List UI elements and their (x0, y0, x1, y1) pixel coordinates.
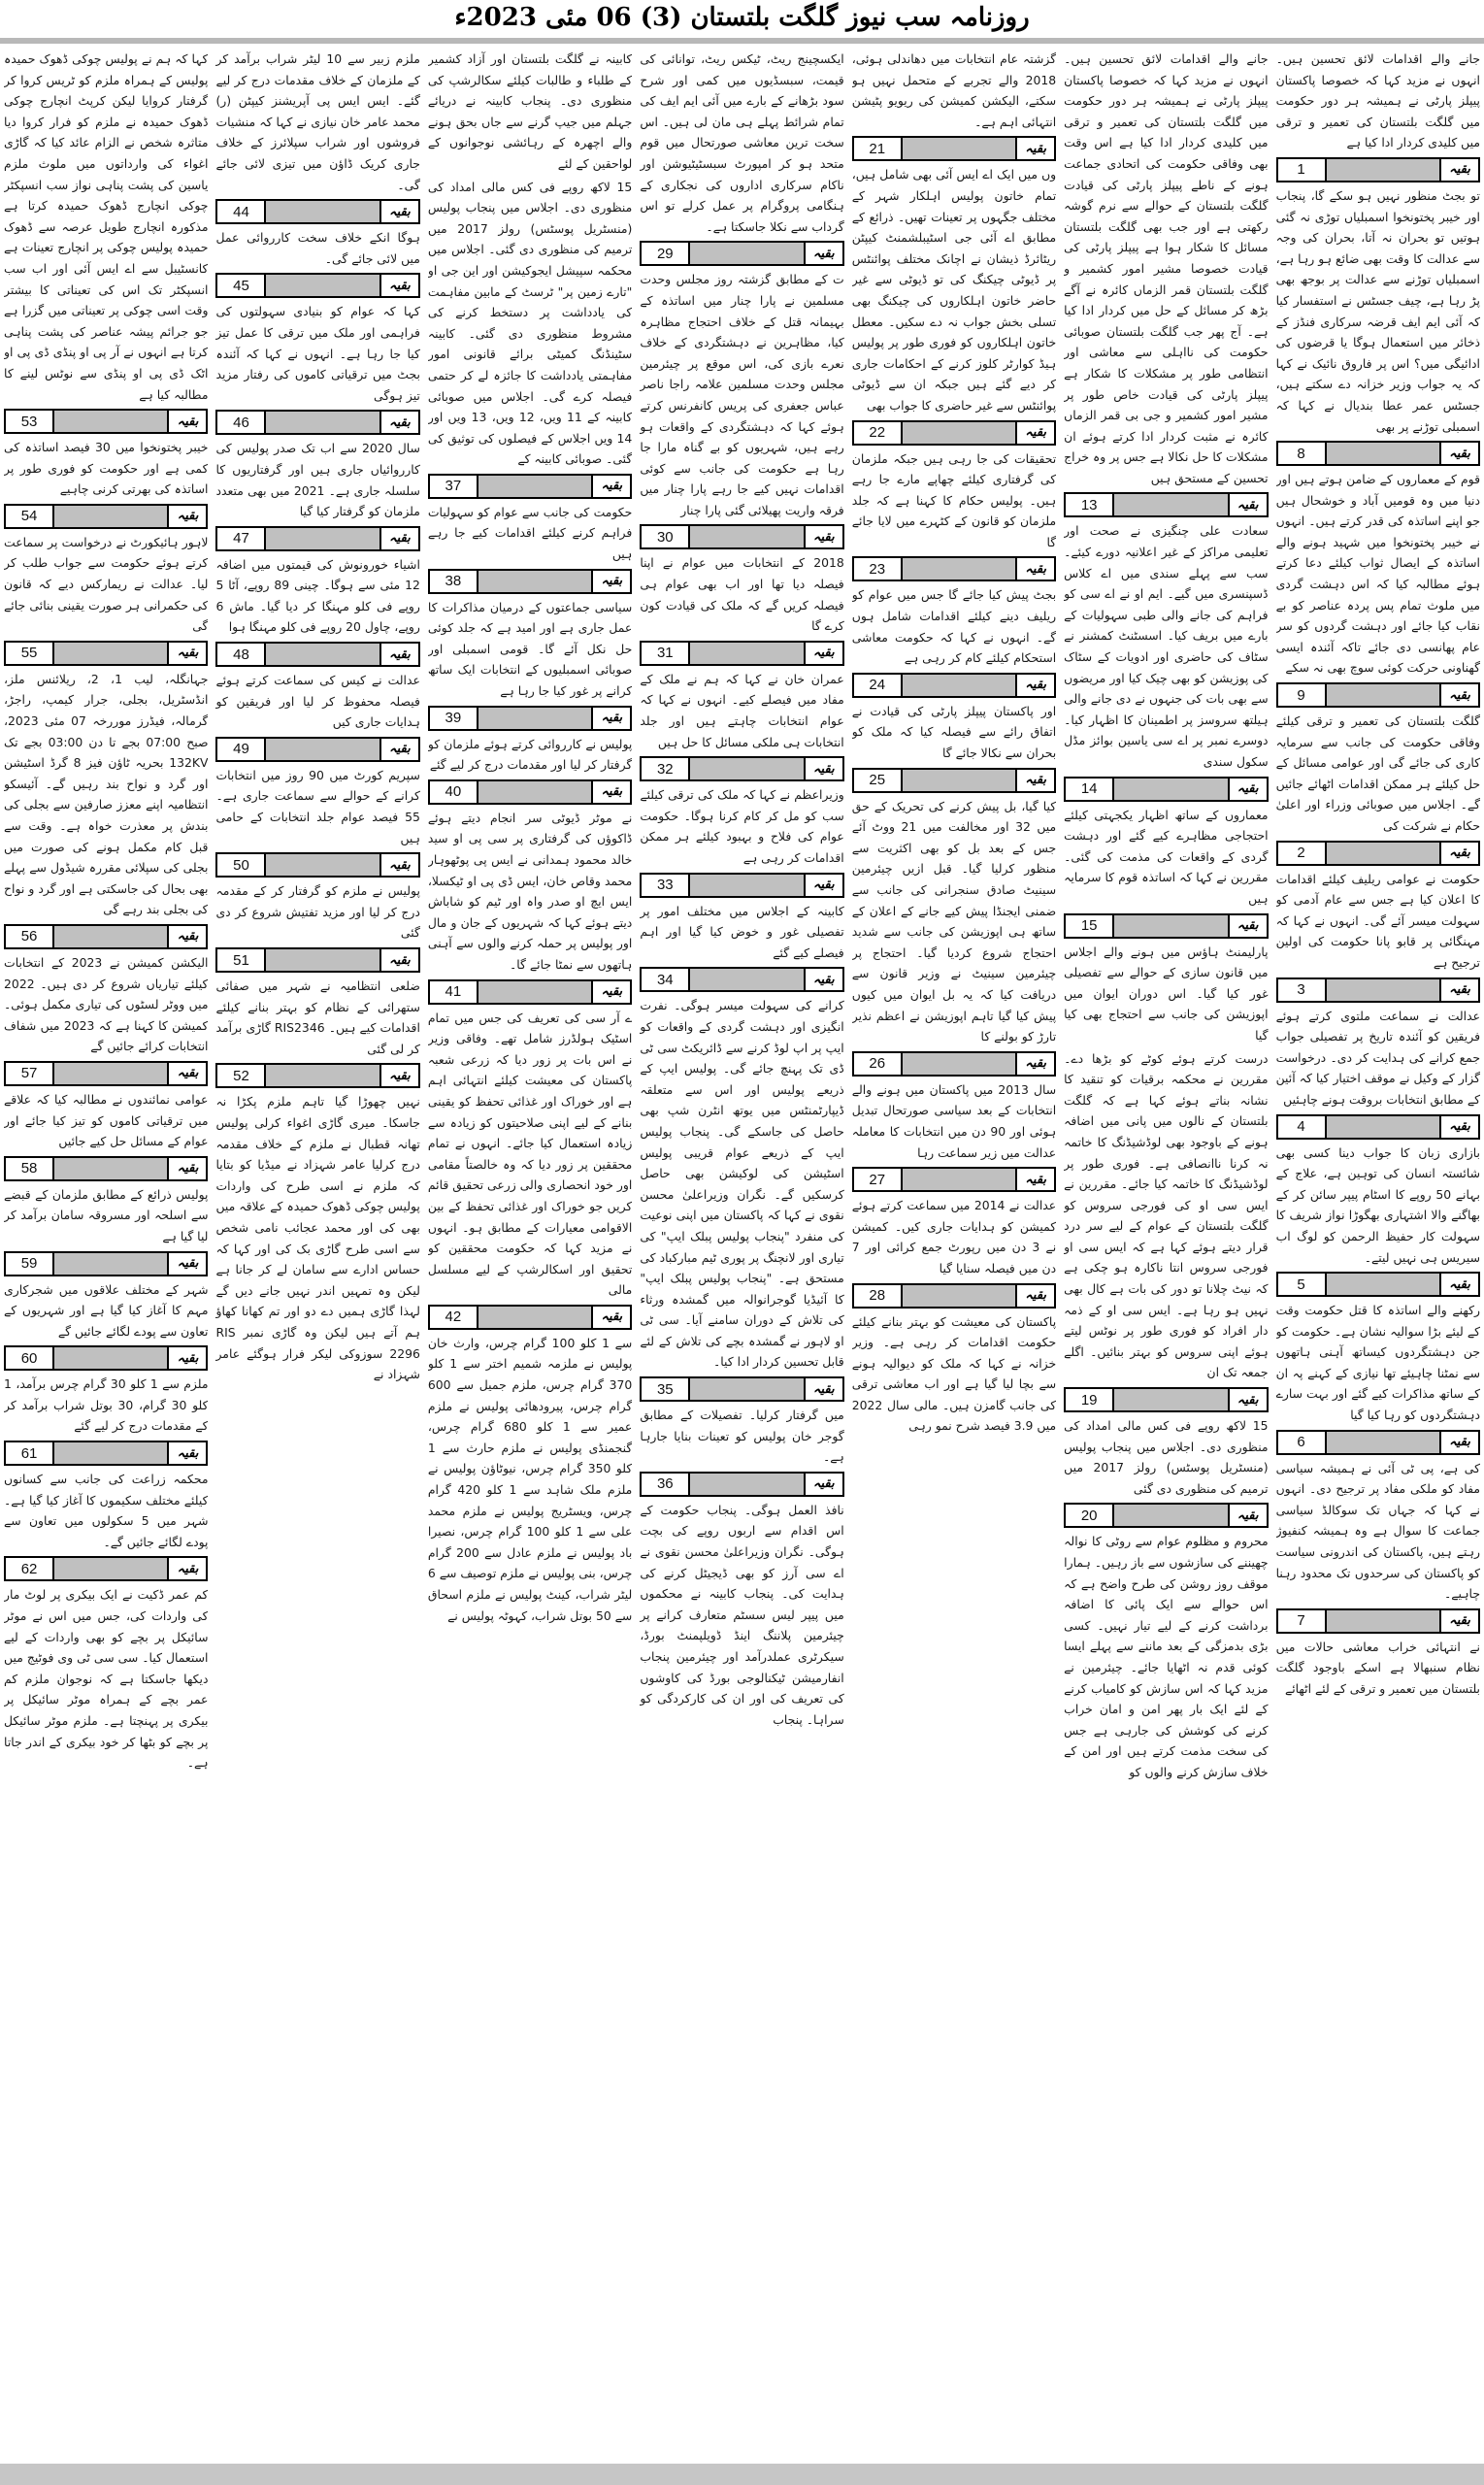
continuation-label: بقیہ (1228, 1505, 1267, 1526)
continuation-marker (1276, 1114, 1480, 1140)
article-text: عدالت نے کیس کی سماعت کرتے ہوئے فیصلہ محفوظ کر لیا اور فریقین کو ہدایات جاری کیں (215, 673, 420, 730)
continuation-label: بقیہ (1439, 159, 1478, 181)
article-text: کیا گیا، بل پیش کرنے کی تحریک کے حق میں 32 اور مخالفت میں 21 ووٹ آئے جس کے بعد بل کو بھی اکثریت سے منظور کرلیا گیا۔ قبل ازیں چیئرمین سینیٹ صادق سنجرانی کی جانب سے ضمنی ایجنڈا پیش کیے جانے کے اعلان کے ساتھ ہی اپوزیشن کی جانب سے شدید احتجاج شروع کردیا گیا۔ احتجاج پر چیئرمین سینیٹ نے وزیر قانون سے دریافت کیا کہ یہ بل ایوان میں کیوں پیش کیا گیا تاہم اپوزیشن نے اعظم نذیر تارڑ کو بولنے کا (851, 798, 1057, 1044)
article-text: گزشتہ عام انتخابات میں دھاندلی ہوئی، 2018 والے تجربے کے متحمل نہیں ہو سکتے، الیکشن کمیشن کی ریویو پٹیشن انتہائی اہم ہے۔ (851, 51, 1057, 129)
continuation-marker (428, 569, 632, 594)
continuation-number: 53 (6, 411, 54, 432)
continuation-label: بقیہ (804, 243, 842, 264)
continuation-label: بقیہ (167, 1253, 206, 1275)
article-text: سعادت علی چنگیزی نے صحت اور تعلیمی مراکز کے غیر اعلانیہ دورے کیئے۔ سب سے پہلے سندی میں اے کلاس ڈسپنسری میں گیے۔ ایم او نے اے سی کو فراہم کی جانے والی طبی سہولیات کے بارے میں بریف کیا۔ اسسٹنٹ کمشنر نے سٹاف کی حاضری اور ادویات کے سٹاک کی پوزیشن کو بھی چیک کیا اور مریضوں سے بھی بات کی جنہوں نے دی جانے والی ہیلتھ سروسز پر اطمینان کا اظہار کیا۔ دوسرے نمبر پر اے سی یاسین بوائز مڈل سکول سندی (1064, 523, 1269, 769)
article-text: نے موٹر ڈیوٹی سر انجام دیتے ہوئے ڈاکوؤں کی گرفتاری پر سی پی او سید خالد محمود ہمدانی نے ایس پی پوٹھوہار محمد وقاص خان، ایس ڈی پی او ٹیکسلا، ایس ایچ او صدر واہ اور ٹیم کو شاباش دیتے ہوئے کہا کہ شہریوں کے جان و مال اور پولیس پر حملہ کرنے والوں سے آہنی ہاتھوں سے نمٹا جائے گا۔ (427, 810, 633, 972)
continuation-marker (640, 873, 843, 898)
article-text: کابینہ کے اجلاس میں مختلف امور پر تفصیلی غور و خوض کیا گیا اور اہم فیصلے کیے گئے (640, 903, 844, 960)
continuation-label: بقیہ (379, 854, 418, 876)
article-text: قوم کے معماروں کے ضامن ہوتے ہیں اور دنیا میں وہ قومیں آباد و خوشحال ہیں جو اپنے اساتذہ کی قدر کرتے ہیں۔ انہوں نے خیبر پختونخوا میں شہید ہونے والے اساتذہ کے ایصال ثواب کیلئے دعا کرتے ہوئے مطالبہ کیا کہ اس دہشت گردی میں ملوث تمام پس پردہ عناصر کو بے نقاب کیا جائے اور دہشت گردوں کو سر عام پھانسی دی جائے تاکہ آئندہ ایسی گھناونی حرکت کوئی سوچ بھی نہ سکے (1275, 472, 1480, 676)
continuation-marker (640, 241, 843, 266)
news-column-1 (1276, 49, 1480, 2458)
continuation-marker (428, 474, 632, 499)
continuation-bar (1327, 843, 1439, 864)
continuation-bar (1327, 1432, 1439, 1453)
continuation-marker (4, 409, 208, 434)
continuation-bar (1327, 159, 1439, 181)
continuation-number: 47 (217, 528, 266, 549)
continuation-label: بقیہ (379, 412, 418, 433)
article-text: میں گرفتار کرلیا۔ تفصیلات کے مطابق گوجر خان پولیس کو تعینات بنایا جارہا ہے۔ (640, 1408, 844, 1465)
article-text: عدالت نے سماعت ملتوی کرتے ہوئے فریقین کو آئندہ تاریخ پر تفصیلی جواب جمع کرانے کی ہدایت کر دی۔ درخواست گزار کے وکیل نے موقف اختیار کیا کہ آئین کے مطابق انتخابات بروقت ہونے چاہئیں (1275, 1008, 1480, 1107)
article-text: کابینہ نے گلگت بلتستان اور آزاد کشمیر کے طلباء و طالبات کیلئے سکالرشپ کی منظوری دی۔ پنجاب کابینہ نے دریائے جہلم میں جیپ گرنے سے جاں بحق ہونے والے اچھرہ کے رہائشی نوجوانوں کے لواحقین کے لئے (427, 51, 633, 171)
continuation-label: بقیہ (379, 275, 418, 296)
article-text: لاہور ہائیکورٹ نے درخواست پر سماعت کرتے ہوئے حکومت سے جواب طلب کر لیا۔ عدالت نے ریمارکس دیے کہ قانون کی حکمرانی ہر صورت یقینی بنائی جائے گی (4, 534, 209, 634)
article-text: جانے والے اقدامات لائق تحسین ہیں۔ انہوں نے مزید کہا کہ خصوصا پاکستان پیپلز پارٹی نے ہمیشہ ہر دور حکومت میں گلگت بلتستان کی تعمیر و ترقی میں کلیدی کردار ادا کیا ہے اس وقت بھی وفاقی حکومت کی اتحادی جماعت ہونے کے ناطے پیپلز پارٹی کی قیادت گلگت بلتستان کے حوالے سے نرم گوشہ رکھتی ہے اور جب بھی گلگت بلتستان مسائل کا شکار ہوا ہے پیپلز پارٹی کی قیادت خصوصا مشیر امور کشمیر و گلگت بلتستان قمر الزماں کائرہ نے آگے بڑھ کر مسائل کے حل میں کردار ادا کیا ہے۔ آج پھر جب گلگت بلتستان صوبائی حکومت کی نااہلی سے معاشی اور انتظامی طور پر مشکلات کا شکار ہے پیپلز پارٹی کی قیادت خاص طور پر مشیر امور کشمیر و جی بی قمر الزماں کائرہ نے مثبت کردار ادا کرتے ہوئے ان مشکلات کا حل نکالا ہے جس پر وہ خراج تحسین کے مستحق ہیں (1064, 51, 1269, 485)
news-column-7 (4, 49, 208, 2458)
continuation-label: بقیہ (1439, 443, 1478, 464)
continuation-bar (690, 643, 803, 664)
continuation-marker (215, 737, 419, 762)
columns-container (4, 49, 1480, 2458)
continuation-label: بقیہ (379, 949, 418, 971)
continuation-bar (903, 1053, 1015, 1075)
continuation-number: 39 (430, 708, 478, 729)
article-text: اور پاکستان پیپلز پارٹی کی قیادت نے اتفاق رائے سے فیصلہ کیا کہ ملک کو بحران سے نکالا جائے گا (851, 703, 1057, 761)
continuation-bar (54, 1442, 167, 1464)
continuation-label: بقیہ (804, 1378, 842, 1400)
continuation-label: بقیہ (1015, 1169, 1054, 1190)
continuation-number: 4 (1278, 1116, 1327, 1138)
article-text: ضلعی انتظامیہ نے شہر میں صفائی ستھرائی کے نظام کو بہتر بنانے کیلئے اقدامات کیے ہیں۔ RIS2346 گاڑی برآمد کر لی گئی (215, 978, 420, 1056)
news-column-3 (852, 49, 1056, 2458)
continuation-marker (4, 641, 208, 666)
article-text: 2018 کے انتخابات میں عوام نے اپنا فیصلہ دیا تھا اور اب بھی عوام ہی فیصلہ کریں گے کہ ملک کی قیادت کون کرے گا (640, 555, 844, 634)
continuation-marker (215, 273, 419, 298)
article-text: گلگت بلتستان کی تعمیر و ترقی کیلئے وفاقی حکومت کی جانب سے سرمایہ کاری کی جائے گی اور عوامی مسائل کے حل کیلئے ہر ممکن اقدامات اٹھائے جائیں گے۔ اجلاس میں صوبائی وزراء اور اعلیٰ حکام نے شرکت کی (1275, 713, 1480, 833)
continuation-bar (903, 138, 1015, 159)
continuation-label: بقیہ (1439, 1432, 1478, 1453)
continuation-bar (1327, 443, 1439, 464)
continuation-bar (1327, 1116, 1439, 1138)
article-text: 15 لاکھ روپے فی کس مالی امداد کی منظوری دی۔ اجلاس میں پنجاب پولیس (منسٹریل پوسٹس) رولز 2017 میں ترمیم کی منظوری دی گئی (1064, 1418, 1269, 1496)
continuation-marker (215, 410, 419, 435)
continuation-marker (852, 768, 1056, 793)
continuation-bar (903, 1169, 1015, 1190)
continuation-label: بقیہ (804, 643, 842, 664)
continuation-marker (1276, 1608, 1480, 1634)
continuation-marker (1064, 913, 1268, 939)
continuation-bar (266, 854, 379, 876)
continuation-number: 48 (217, 644, 266, 665)
continuation-marker (215, 642, 419, 667)
continuation-number: 55 (6, 643, 54, 664)
continuation-number: 51 (217, 949, 266, 971)
continuation-bar (54, 1063, 167, 1084)
continuation-marker (852, 673, 1056, 698)
continuation-number: 2 (1278, 843, 1327, 864)
continuation-number: 34 (642, 969, 690, 990)
continuation-number: 32 (642, 758, 690, 779)
continuation-number: 56 (6, 926, 54, 947)
continuation-label: بقیہ (1228, 1389, 1267, 1410)
continuation-number: 60 (6, 1347, 54, 1369)
continuation-number: 7 (1278, 1610, 1327, 1632)
continuation-number: 13 (1066, 494, 1114, 515)
continuation-number: 59 (6, 1253, 54, 1275)
continuation-number: 21 (854, 138, 903, 159)
continuation-bar (1114, 1389, 1227, 1410)
article-text: سے 1 کلو 100 گرام چرس، وارث خان پولیس نے ملزمہ شمیم اختر سے 1 کلو 370 گرام چرس، ملزم جمیل سے 600 گرام چرس، پیرودھائی پولیس نے ملزم عمیر سے 1 کلو 680 گرام چرس، گنجمنڈی پولیس نے ملزم حارث سے 1 کلو 350 گرام چرس، نیوٹاؤن پولیس نے ملزم ملک شاہد سے 1 کلو 420 گرام چرس، ویسٹریج پولیس نے ملزم محمد علی سے 1 کلو 100 گرام چرس، نصیرا باد پولیس نے ملزم عادل سے 200 گرام چرس، بنی پولیس نے ملزم توصیف سے 6 لیٹر شراب، کینٹ پولیس نے ملزم اسحاق سے 50 بوتل شراب، کہوٹہ پولیس نے (427, 1335, 633, 1623)
continuation-marker (852, 556, 1056, 581)
continuation-number: 22 (854, 422, 903, 444)
continuation-label: بقیہ (1228, 915, 1267, 937)
continuation-number: 54 (6, 506, 54, 527)
continuation-marker (1064, 1387, 1268, 1412)
continuation-number: 33 (642, 875, 690, 896)
continuation-label: بقیہ (1228, 494, 1267, 515)
continuation-bar (903, 1285, 1015, 1307)
continuation-number: 5 (1278, 1274, 1327, 1295)
continuation-marker (640, 756, 843, 781)
continuation-label: بقیہ (1439, 843, 1478, 864)
article-text: عمران خان نے کہا کہ ہم نے ملک کے مفاد میں فیصلے کیے۔ انہوں نے کہا کہ عوام انتخابات چاہتے ہیں اور جلد انتخابات ہی ملکی مسائل کا حل ہیں (640, 671, 844, 749)
continuation-bar (266, 1065, 379, 1086)
header-divider (0, 38, 1484, 44)
continuation-marker (4, 1061, 208, 1086)
continuation-bar (54, 1347, 167, 1369)
continuation-label: بقیہ (1015, 675, 1054, 696)
news-column-5 (428, 49, 632, 2458)
continuation-number: 25 (854, 770, 903, 791)
article-text: بازاری زبان کا جواب دینا کسی بھی شائستہ انسان کی توہین ہے، علاج کے بہانے 50 روپے کا اسٹام پیپر سائن کر کے بھاگنے والا اشتہاری بھگوڑا نواز شریف کا سہولت کار حفیظ الرحمن کو لوگ اب سیریس ہی نہیں لیتے۔ (1275, 1144, 1480, 1265)
continuation-label: بقیہ (167, 1347, 206, 1369)
continuation-bar (1114, 779, 1227, 800)
article-text: تحقیقات کی جا رہی ہیں جبکہ ملزمان کی گرفتاری کیلئے چھاپے مارے جا رہے ہیں۔ پولیس حکام کا کہنا ہے کہ جلد ملزمان کو قانون کے کٹہرے میں لایا جائے گا (851, 450, 1057, 549)
continuation-number: 27 (854, 1169, 903, 1190)
continuation-bar (478, 708, 591, 729)
article-text: حکومت نے عوامی ریلیف کیلئے اقدامات کا اعلان کیا ہے جس سے عام آدمی کو سہولت میسر آئے گی۔ انہوں نے کہا کہ مہنگائی پر قابو پانا حکومت کی اولین ترجیح ہے (1275, 871, 1480, 970)
continuation-number: 57 (6, 1063, 54, 1084)
continuation-marker (640, 1472, 843, 1497)
continuation-number: 30 (642, 526, 690, 547)
article-text: ملزم سے 1 کلو 30 گرام چرس برآمد، 1 کلو 30 گرام، 30 بوتل شراب برآمد کر کے مقدمات درج کر لیے گئے (4, 1376, 209, 1434)
article-text: حکومت کی جانب سے عوام کو سہولیات فراہم کرنے کیلئے اقدامات کیے جا رہے ہیں (427, 504, 633, 562)
continuation-bar (690, 1474, 803, 1495)
article-text: کہا کہ ہم نے پولیس چوکی ڈھوک حمیدہ پولیس کے ہمراہ ملزم کو ٹریس کروا کر گرفتار کروایا لیکن کرپٹ انچارج چوکی ڈھوک حمیدہ نے ملزم کو فرار کروا دیا متاثرہ شخص نے الزام عائد کیا کہ گاڑی اغواء کی وارداتوں میں ملوث ملزم یاسین کی پشت پناہی نواز سب انسپکٹر چوکی انچارج ڈھوک حمیدہ کرتا ہے مذکورہ انچارج طویل عرصہ سے ڈھوک حمیدہ پولیس چوکی پر انچارج تعینات ہے کانسٹیبل سے اے ایس آئی اور اب سب انسپکٹر تک اس کی تعیناتی کا بیشتر وقت اسی چوکی پر تعیناتی میں گزرا ہے جو جرائم پیشہ عناصر کی پشت پناہی کرتا ہے انہوں نے آر پی او پنڈی ڈی پی او اٹک ڈی پی او پنڈی سے نوٹس لینے کا مطالبہ کیا ہے (4, 51, 209, 402)
continuation-label: بقیہ (379, 528, 418, 549)
continuation-label: بقیہ (167, 1442, 206, 1464)
continuation-number: 40 (430, 781, 478, 803)
article-text: معماروں کے ساتھ اظہار یکجہتی کیلئے احتجاجی مظاہرے کیے گئے اور دہشت گردی کے واقعات کی مذمت کی گئی۔ مقررین نے کہا کہ اساتذہ قوم کا سرمایہ ہیں (1064, 807, 1269, 906)
article-text: نہیں چھوڑا گیا تاہم ملزم پکڑا نہ جاسکا۔ میری گاڑی اغواء کرلی پولیس تھانہ قطبال نے ملزم کے خلاف مقدمہ درج کرلیا عامر شہزاد نے میڈیا کو بتایا کہ ملزم نے اسی طرح کی واردات پولیس چوکی ڈھوک حمیدہ کے علاقہ میں بھی کی اور محمد عجائب نامی شخص سے اسی طرح گاڑی بک کی اور کہا کہ حساس ادارے سے سامان لے کر جانا ہے لیکن وہ تمہیں اندر نہیں جانے دیں گے لہذا گاڑی ہمیں دے دو اور تم کھانا کھاؤ ہم آتے ہیں لیکن وہ گاڑی نمبر RIS 2296 سوزوکی لیکر فرار ہوگئے عامر شہزاد نے (215, 1094, 420, 1382)
continuation-number: 52 (217, 1065, 266, 1086)
article-text: سال 2013 میں پاکستان میں ہونے والے انتخابات کے بعد سیاسی صورتحال تبدیل ہوئی اور 90 دن میں انتخابات کا معاملہ عدالت میں زیر سماعت رہا (851, 1081, 1057, 1160)
continuation-bar (690, 969, 803, 990)
continuation-bar (54, 1253, 167, 1275)
continuation-marker (215, 852, 419, 878)
continuation-marker (1276, 441, 1480, 466)
continuation-marker (1276, 682, 1480, 708)
continuation-bar (1327, 684, 1439, 706)
newspaper-title: روزنامہ سب نیوز گلگت بلتستان (3) 06 مئی 2023ء (454, 3, 1030, 32)
continuation-marker (215, 526, 419, 551)
article-text: کرانے کی سہولت میسر ہوگی۔ نفرت انگیزی اور دہشت گردی کے واقعات کو ایپ پر اپ لوڈ کرنے سے ڈائریکٹ سی ٹی ڈی تک پہنچ جائے گی۔ پولیس ایپ کے ذریعے پولیس اور اس سے متعلقہ ڈیپارٹمنٹس میں یوتھ انٹرن شپ بھی حاصل کی جاسکے گی۔ پنجاب پولیس ایپ کے ذریعے عوام قریبی پولیس اسٹیشن کی لوکیشن بھی حاصل کرسکیں گے۔ نگران وزیراعلیٰ محسن نقوی نے کہا کہ پاکستان میں اپنی نوعیت کی منفرد "پنجاب پولیس پبلک ایپ" کی تیاری اور لانچنگ پر پوری ٹیم مبارکباد کی مستحق ہے۔ "پنجاب پولیس پبلک ایپ" کا آئیڈیا گوجرانوالہ میں گمشدہ ورثاء کی تلاش کے دوران سامنے آیا۔ سی ٹی او لاہور نے گمشدہ بچے کی تلاش کے لئے قابل تحسین کردار ادا کیا۔ (640, 998, 844, 1370)
continuation-number: 41 (430, 981, 478, 1003)
continuation-bar (478, 571, 591, 592)
continuation-label: بقیہ (167, 1158, 206, 1179)
article-text: کی ہے، پی ٹی آئی نے ہمیشہ سیاسی مفاد کو ملکی مفاد پر ترجیح دی۔ انہوں نے کہا کہ جہاں تک سوکالڈ سیاسی جماعت کا سوال ہے وہ ہمیشہ کنفیوژ رہتے ہیں، پاکستان کی اندرونی سیاست کو پاکستان کی سرحدوں تک محدود رہنا چاہیے۔ (1275, 1460, 1480, 1602)
continuation-number: 31 (642, 643, 690, 664)
article-text: الیکشن کمیشن نے 2023 کے انتخابات کیلئے تیاریاں شروع کر دی ہیں۔ 2022 میں ووٹر لسٹوں کی تیاری مکمل ہوئی۔ کمیشن کا کہنا ہے کہ 2023 میں شفاف انتخابات کرائے جائیں گے (4, 954, 209, 1054)
continuation-marker (428, 979, 632, 1005)
continuation-label: بقیہ (591, 476, 630, 497)
continuation-marker (4, 1556, 208, 1581)
continuation-number: 45 (217, 275, 266, 296)
continuation-label: بقیہ (1015, 1285, 1054, 1307)
continuation-bar (266, 739, 379, 760)
article-text: 15 لاکھ روپے فی کس مالی امداد کی منظوری دی۔ اجلاس میں پنجاب پولیس (منسٹریل پوسٹس) رولز 2017 میں ترمیم کی منظوری دی گئی۔ اجلاس میں محکمہ سپیشل ایجوکیشن اور این جی او "تارے زمین پر" ٹرسٹ کے مابین مفاہمت کی یادداشت پر دستخط کرنے کی مشروط منظوری دی گئی۔ کابینہ سٹینڈنگ کمیٹی برائے قانونی امور مفاہمتی یادداشت کا جائزہ لے کر حتمی فیصلہ کرے گی۔ اجلاس میں صوبائی کابینہ کے 11 ویں، 12 ویں، 13 ویں اور 14 ویں اجلاس کے فیصلوں کی توثیق کی گئی۔ صوبائی کابینہ کے (427, 179, 633, 467)
continuation-number: 8 (1278, 443, 1327, 464)
article-text: سپریم کورٹ میں 90 روز میں انتخابات کرانے کے حوالے سے سماعت جاری ہے۔ 55 فیصد عوام جلد انتخابات کے حامی ہیں (215, 767, 420, 845)
continuation-bar (54, 926, 167, 947)
continuation-bar (54, 506, 167, 527)
continuation-marker (4, 1345, 208, 1371)
continuation-bar (903, 558, 1015, 580)
continuation-marker (215, 947, 419, 973)
continuation-bar (690, 1378, 803, 1400)
masthead (0, 0, 1484, 37)
continuation-bar (903, 422, 1015, 444)
article-text: محروم و مظلوم عوام سے روٹی کا نوالہ چھیننے کی سازشوں سے باز رہیں۔ ہمارا موقف روز روشن کی طرح واضح ہے کہ اس حوالے سے ایک پائی کا اضافہ برداشت کرنے کے لیے تیار نہیں۔ کسی بڑی بدمزگی کے بعد ماننے سے پہلے ایسا کوئی قدم نہ اٹھایا جائے۔ چیئرمین نے مزید کہا کہ اس سازش کو کامیاب کرنے کے لئے ایک بار پھر امن و امان خراب کرنے کی کوشش کی جارہی ہے جس کی سخت مذمت کرتے ہیں اور امن کے خلاف سازش کرنے والوں کو (1064, 1534, 1269, 1779)
article-text: عدالت نے 2014 میں سماعت کرتے ہوئے کمیشن کو ہدایات جاری کیں۔ کمیشن نے 3 دن میں رپورٹ جمع کرائی اور 7 دن میں فیصلہ سنایا گیا (851, 1198, 1057, 1276)
continuation-label: بقیہ (591, 708, 630, 729)
article-text: جانے والے اقدامات لائق تحسین ہیں۔ انہوں نے مزید کہا کہ خصوصا پاکستان پیپلز پارٹی نے ہمیشہ ہر دور حکومت میں گلگت بلتستان کی تعمیر و ترقی میں کلیدی کردار ادا کیا ہے (1275, 51, 1480, 150)
continuation-label: بقیہ (1439, 979, 1478, 1001)
continuation-bar (54, 1558, 167, 1579)
continuation-bar (478, 1307, 591, 1328)
continuation-marker (852, 420, 1056, 446)
continuation-bar (478, 781, 591, 803)
continuation-number: 36 (642, 1474, 690, 1495)
article-text: عوامی نمائندوں نے مطالبہ کیا کہ علاقے میں ترقیاتی کاموں کو تیز کیا جائے اور عوام کے مسائل حل کیے جائیں (4, 1091, 209, 1149)
continuation-number: 15 (1066, 915, 1114, 937)
continuation-marker (640, 1376, 843, 1402)
article-text: نے انتہائی خراب معاشی حالات میں نظام سنبھالا ہے اسکے باوجود گلگت بلتستان میں تعمیر و ترقی کے لئے اٹھائے (1275, 1639, 1480, 1696)
continuation-bar (266, 949, 379, 971)
continuation-bar (266, 201, 379, 222)
article-text: رکھنے والے اساتذہ کا قتل حکومت وقت کے لیئے بڑا سوالیہ نشان ہے۔ حکومت کو جن دہشتگردوں کیساتھ آہنی ہاتھوں سے نمٹنا چاہیئے تھا نیازی کے کہنے پہ ان کے ساتھ مذاکرات کیے گئے اور بہت سارے دہشتگردوں کو رہا کیا گیا (1275, 1303, 1480, 1423)
continuation-marker (640, 641, 843, 666)
continuation-marker (640, 524, 843, 549)
article-text: کم عمر ڈکیت نے ایک بیکری پر لوٹ مار کی واردات کی، جس میں اس نے موٹر سائیکل پر بچے کو بھی واردات کے لیے استعمال کیا۔ سی سی ٹی وی فوٹیج میں دیکھا جاسکتا ہے کہ نوجوان ملزم کم عمر بچے کے ہمراہ موٹر سائیکل پر بیکری پر پہنچتا ہے۔ ملزم موٹر سائیکل پر بچے کو بٹھا کر خود بیکری کے اندر جاتا ہے۔ (4, 1587, 209, 1771)
continuation-label: بقیہ (167, 1063, 206, 1084)
continuation-number: 14 (1066, 779, 1114, 800)
continuation-number: 42 (430, 1307, 478, 1328)
continuation-bar (266, 528, 379, 549)
continuation-bar (903, 675, 1015, 696)
continuation-marker (852, 136, 1056, 161)
continuation-label: بقیہ (804, 969, 842, 990)
continuation-label: بقیہ (1015, 138, 1054, 159)
continuation-marker (1276, 1430, 1480, 1455)
article-text: سیاسی جماعتوں کے درمیان مذاکرات کا عمل جاری ہے اور امید ہے کہ جلد کوئی حل نکل آئے گا۔ قومی اسمبلی اور صوبائی اسمبلیوں کے انتخابات ایک ساتھ کرانے پر غور کیا جا رہا ہے (427, 599, 633, 699)
continuation-marker (1276, 157, 1480, 182)
continuation-number: 46 (217, 412, 266, 433)
continuation-label: بقیہ (804, 526, 842, 547)
continuation-number: 28 (854, 1285, 903, 1307)
article-text: پاکستان کی معیشت کو بہتر بنانے کیلئے حکومت اقدامات کر رہی ہے۔ وزیر خزانہ نے کہا کہ ملک کو دیوالیہ ہونے سے بچا لیا گیا ہے اور اب معاشی ترقی کی جانب گامزن ہیں۔ مالی سال 2022 میں 3.9 فیصد شرح نمو رہی (851, 1313, 1057, 1434)
continuation-bar (690, 526, 803, 547)
article-text: درست کرتے ہوئے کوٹے کو بڑھا دے۔ مقررین نے محکمہ برقیات کو تنقید کا نشانہ بناتے ہوئے کہا ہے کہ گلگت بلتستان کے نالوں میں پانی میں اضافہ ہونے کے باوجود بھی لوڈشیڈنگ کا خاتمہ نہ کرنا ناانصافی ہے۔ فوری طور پر لوڈشیڈنگ کا خاتمہ کیا جائے۔ مقررین نے ایس سی او کی فورجی سروس کو گلگت بلتستان کے عوام کے لیے سر درد قرار دیتے ہوئے کہا ہے کہ ایس سی او فورجی سروس انتا ناکارہ ہو چکی ہے کہ نیٹ چلانا تو دور کی بات ہے کال بھی نہیں ہو رہا ہے۔ ایس سی او کے ذمہ دار افراد کو فوری طور پر نوٹس لیتے ہوئے اپنی سروس کو بہتر بنائیں۔ اگلے جمعہ تک ان (1064, 1050, 1269, 1380)
article-text: ت کے مطابق گزشتہ روز مجلس وحدت مسلمین نے پارا چنار میں اساتذہ کے بہیمانہ قتل کے خلاف احتجاج مظاہرہ کیا، مظاہرین نے دہشتگردی کے خلاف نعرے بازی کی، اس موقع پر چیئرمین مجلس وحدت مسلمین علامہ راجا ناصر عباس جعفری کی پریس کانفرنس کرتے ہوئے کہا کہ دہشتگردی کے واقعات ہو رہے ہیں، شہریوں کو بے گناہ مارا جا رہا ہے حکومت کی جانب سے کوئی اقدامات نہیں کیے جا رہے پارا چنار میں فرقہ واریت پھیلائی گئی پارا چنار (640, 272, 844, 517)
continuation-marker (4, 504, 208, 529)
article-text: خیبر پختونخوا میں 30 فیصد اساتذہ کی کمی ہے اور حکومت کو فوری طور پر اساتذہ کی بھرتی کرنی چاہیے (4, 440, 209, 497)
continuation-bar (54, 1158, 167, 1179)
article-text: ایکسچینج ریٹ، ٹیکس ریٹ، توانائی کی قیمت، سبسڈیوں میں کمی اور شرح سود بڑھانے کے بارے میں آئی ایم ایف کی تمام شرائط پہلے ہی مان لی ہیں۔ اس سخت ترین معاشی صورتحال میں قوم متحد ہو کر امپورٹ سبسٹیٹیوشن اور ناکام سرکاری اداروں کی نجکاری کے ہنگامی پروگرام پر عمل کرلے تو اس گرداب سے نکلا جاسکتا ہے۔ (640, 51, 844, 234)
continuation-marker (215, 199, 419, 224)
continuation-bar (1114, 915, 1227, 937)
continuation-number: 23 (854, 558, 903, 580)
continuation-bar (690, 758, 803, 779)
continuation-bar (54, 643, 167, 664)
continuation-label: بقیہ (804, 875, 842, 896)
continuation-marker (852, 1051, 1056, 1077)
continuation-bar (266, 275, 379, 296)
continuation-number: 58 (6, 1158, 54, 1179)
continuation-number: 49 (217, 739, 266, 760)
continuation-marker (1276, 1272, 1480, 1297)
continuation-bar (266, 412, 379, 433)
continuation-marker (428, 1305, 632, 1330)
continuation-number: 24 (854, 675, 903, 696)
continuation-label: بقیہ (1015, 558, 1054, 580)
continuation-label: بقیہ (1439, 1116, 1478, 1138)
continuation-bar (1114, 1505, 1227, 1526)
continuation-number: 3 (1278, 979, 1327, 1001)
continuation-marker (4, 1156, 208, 1181)
continuation-marker (215, 1063, 419, 1088)
article-text: پولیس نے کارروائی کرتے ہوئے ملزمان کو گرفتار کر لیا اور مقدمات درج کر لیے گئے (427, 736, 633, 773)
continuation-bar (1327, 1274, 1439, 1295)
news-column-2 (1064, 49, 1268, 2458)
continuation-label: بقیہ (379, 201, 418, 222)
news-column-4 (640, 49, 843, 2458)
footer-bar (0, 2464, 1484, 2485)
article-text: پولیس نے ملزم کو گرفتار کر کے مقدمہ درج کر لیا اور مزید تفتیش شروع کر دی گئی (215, 883, 420, 941)
continuation-label: بقیہ (379, 644, 418, 665)
continuation-bar (1327, 1610, 1439, 1632)
continuation-number: 26 (854, 1053, 903, 1075)
continuation-number: 38 (430, 571, 478, 592)
article-text: پارلیمنٹ ہاؤس میں ہونے والے اجلاس میں قانون سازی کے حوالے سے تفصیلی غور کیا گیا۔ اس دوران ایوان میں اپوزیشن کی جانب سے احتجاج بھی کیا گیا (1064, 944, 1269, 1043)
continuation-label: بقیہ (167, 1558, 206, 1579)
continuation-number: 1 (1278, 159, 1327, 181)
continuation-label: بقیہ (804, 758, 842, 779)
continuation-number: 9 (1278, 684, 1327, 706)
continuation-number: 50 (217, 854, 266, 876)
continuation-marker (1064, 492, 1268, 517)
continuation-label: بقیہ (167, 926, 206, 947)
article-text: شہر کے مختلف علاقوں میں شجرکاری مہم کا آغاز کیا گیا ہے اور شہریوں کے تعاون سے پودے لگائے جائیں گے (4, 1281, 209, 1339)
continuation-marker (1276, 977, 1480, 1003)
article-text: کہا کہ عوام کو بنیادی سہولتوں کی فراہمی اور ملک میں ترقی کا عمل تیز کیا جا رہا ہے۔ انہوں نے کہا کہ آئندہ بجٹ میں ترقیاتی کاموں کی رفتار مزید تیز ہوگی (215, 304, 420, 403)
article-text: محکمہ زراعت کی جانب سے کسانوں کیلئے مختلف سکیموں کا آغاز کیا گیا ہے۔ شہر میں 5 سکولوں میں تعاون سے پودے لگائے جائیں گے۔ (4, 1472, 209, 1549)
continuation-marker (4, 1251, 208, 1276)
continuation-label: بقیہ (379, 1065, 418, 1086)
continuation-marker (428, 779, 632, 805)
continuation-number: 19 (1066, 1389, 1114, 1410)
continuation-number: 20 (1066, 1505, 1114, 1526)
continuation-label: بقیہ (1015, 422, 1054, 444)
continuation-marker (640, 967, 843, 992)
continuation-label: بقیہ (1439, 1610, 1478, 1632)
article-text: ہوگا انکے خلاف سخت کارروائی عمل میں لائی جائے گی۔ (215, 230, 420, 266)
continuation-marker (852, 1167, 1056, 1192)
continuation-label: بقیہ (379, 739, 418, 760)
article-text: نافذ العمل ہوگی۔ پنجاب حکومت کے اس اقدام سے اربوں روپے کی بچت ہوگی۔ نگران وزیراعلیٰ محسن نقوی نے اے سی آرز کو بھی ڈیجیٹل کرنے کی ہدایت کی۔ پنجاب کابینہ نے محکموں میں پیپر لیس سسٹم متعارف کرانے پر چیئرمین پلاننگ اینڈ ڈویلپمنٹ بورڈ، سیکرٹری عملدرآمد اور چیئرمین پنجاب انفارمیشن ٹیکنالوجی بورڈ کی کاوشوں کی تعریف کی اور ان کی کارکردگی کو سراہا۔ پنجاب (640, 1502, 844, 1727)
continuation-label: بقیہ (167, 506, 206, 527)
continuation-label: بقیہ (167, 411, 206, 432)
article-text: جہانگلہ، لیب 1، 2، ریلائنس ملز، انڈسٹریل، بجلی، جرار کیمپ، راجڑ، گرمالہ، فیڈرز موررخہ 07 مئی 2023، صبح 07:00 بجے تا دن 03:00 بجے تک 132KV بحریہ ٹاؤن فیز 8 گرڈ اسٹیشن اور گرد و نواح بند رہیں گے۔ آئیسکو انتظامیہ اپنے معزز صارفین سے بجلی کی بندش پر معذرت خواہ ہے۔ وقت سے قبل کام مکمل ہونے کی صورت میں بجلی کی سپلائی مقررہ شیڈول سے پہلے بھی بحال کی جاسکتی ہے اور گرد و نواح کی بجلی بند رہے گی (4, 671, 209, 917)
continuation-bar (690, 243, 803, 264)
continuation-label: بقیہ (591, 1307, 630, 1328)
continuation-label: بقیہ (1015, 770, 1054, 791)
continuation-label: بقیہ (1439, 684, 1478, 706)
continuation-number: 61 (6, 1442, 54, 1464)
continuation-marker (1064, 777, 1268, 802)
article-text: اشیاء خورونوش کی قیمتوں میں اضافہ 12 مئی سے ہوگا۔ چینی 89 روپے، آٹا 5 روپے فی کلو مہنگا کر دیا گیا۔ ماش 6 روپے، چاول 20 روپے فی کلو مہنگا ہوا (215, 556, 420, 635)
continuation-number: 6 (1278, 1432, 1327, 1453)
continuation-bar (1327, 979, 1439, 1001)
continuation-label: بقیہ (591, 781, 630, 803)
continuation-number: 35 (642, 1378, 690, 1400)
continuation-bar (478, 981, 591, 1003)
continuation-bar (690, 875, 803, 896)
continuation-bar (54, 411, 167, 432)
article-text: بجٹ پیش کیا جائے گا جس میں عوام کو ریلیف دینے کیلئے اقدامات شامل ہوں گے۔ انہوں نے کہا کہ حکومت معاشی استحکام کیلئے کام کر رہی ہے (851, 587, 1057, 666)
continuation-marker (852, 1283, 1056, 1309)
continuation-label: بقیہ (1015, 1053, 1054, 1075)
continuation-marker (1064, 1503, 1268, 1528)
article-text: سال 2020 سے اب تک صدر پولیس کی کارروائیاں جاری ہیں اور گرفتاریوں کا سلسلہ جاری ہے۔ 2021 میں بھی متعدد ملزمان کو گرفتار کیا گیا (215, 441, 420, 519)
continuation-number: 62 (6, 1558, 54, 1579)
continuation-bar (1114, 494, 1227, 515)
continuation-bar (903, 770, 1015, 791)
continuation-marker (4, 1441, 208, 1466)
continuation-number: 29 (642, 243, 690, 264)
continuation-number: 44 (217, 201, 266, 222)
continuation-marker (4, 924, 208, 949)
continuation-bar (478, 476, 591, 497)
continuation-label: بقیہ (804, 1474, 842, 1495)
continuation-label: بقیہ (591, 571, 630, 592)
continuation-marker (1276, 841, 1480, 866)
article-text: پولیس ذرائع کے مطابق ملزمان کے قبضے سے اسلحہ اور مسروقہ سامان برآمد کر لیا گیا ہے (4, 1186, 209, 1243)
news-column-6 (215, 49, 419, 2458)
continuation-bar (266, 644, 379, 665)
article-text: وزیراعظم نے کہا کہ ملک کی ترقی کیلئے سب کو مل کر کام کرنا ہوگا۔ حکومت عوام کی فلاح و بہبود کیلئے ہر ممکن اقدامات کر رہی ہے (640, 787, 844, 865)
continuation-marker (428, 706, 632, 731)
continuation-label: بقیہ (167, 643, 206, 664)
article-text: تو بجٹ منظور نہیں ہو سکے گا، پنجاب اور خیبر پختونخوا اسمبلیاں توڑی نہ گئی ہوتیں تو بحران نہ آتا، بحران کی وجہ سے عدالت کا وقت بھی ضائع ہو رہا ہے، اسمبلیاں توڑنے سے عدالت پر بوجھ بھی پڑ رہا ہے، چیف جسٹس نے استفسار کیا کہ آئی ایم ایف قرضہ سرکاری فنڈز کے ذخائر میں استعمال ہوگا یا قرضوں کی ادائیگی میں؟ اس پر فاروق نائیک نے کہا کہ یہ جواب وزیر خزانہ دے سکتے ہیں، جسٹس عمر عطا بندیال نے کہا کہ اسمبلی توڑنے پر بھی (1275, 187, 1480, 434)
continuation-label: بقیہ (591, 981, 630, 1003)
continuation-number: 37 (430, 476, 478, 497)
continuation-label: بقیہ (1228, 779, 1267, 800)
article-text: ے آر سی کی تعریف کی جس میں تمام اسٹیک ہولڈرز شامل تھے۔ وفاقی وزیر نے اس بات پر زور دیا کہ زرعی شعبہ پاکستان کی معیشت کیلئے انتہائی اہم ہے اور خوراک اور غذائی تحفظ کو یقینی بنانے کے لیے اپنی صلاحیتوں کو زیادہ سے زیادہ استعمال کیا جائے۔ انہوں نے تمام محققین پر زور دیا کہ وہ خالصتاً مقامی اور خود انحصاری والی زرعی تحقیق قائم کریں جو خوراک اور غذائی تحفظ کے بین الاقوامی معیارات کے مطابق ہو۔ انہوں نے مزید کہا کہ حکومت محققین کو تحقیق اور اسکالرشپ کے لیے مسلسل مالی (427, 1010, 633, 1298)
article-text: ملزم زبیر سے 10 لیٹر شراب برآمد کر کے ملزمان کے خلاف مقدمات درج کر لیے گئے۔ ایس ایس پی آپریشنز کیپٹن (ر) محمد عامر خان نیازی نے کہا کہ منشیات فروشوں اور شراب سپلائرز کے خلاف جاری کریک ڈاؤن میں تیزی لائی جائے گی۔ (215, 51, 420, 192)
continuation-label: بقیہ (1439, 1274, 1478, 1295)
article-text: وں میں ایک اے ایس آئی بھی شامل ہیں، تمام خاتون پولیس اہلکار شہر کے مختلف جگہوں پر تعینات تھیں۔ ذرائع کے مطابق اے آئی جی اسٹیبلشمنٹ کیپٹن ریٹائرڈ ذیشان نے اچانک مختلف پوائنٹس پر ڈیوٹی چیکنگ کی تو ڈیوٹی سے غیر حاضر خاتون اہلکاروں کی چیکنگ بھی تسلی بخش جواب نہ دے سکیں۔ معطل خاتون اہلکاروں کو فوری طور پر پولیس ہیڈ کوارٹر کلوز کرنے کے احکامات جاری کر دیے گئے ہیں جبکہ ان سے ڈیوٹی پوائنٹس سے غیر حاضری کا جواب بھی (851, 167, 1057, 413)
